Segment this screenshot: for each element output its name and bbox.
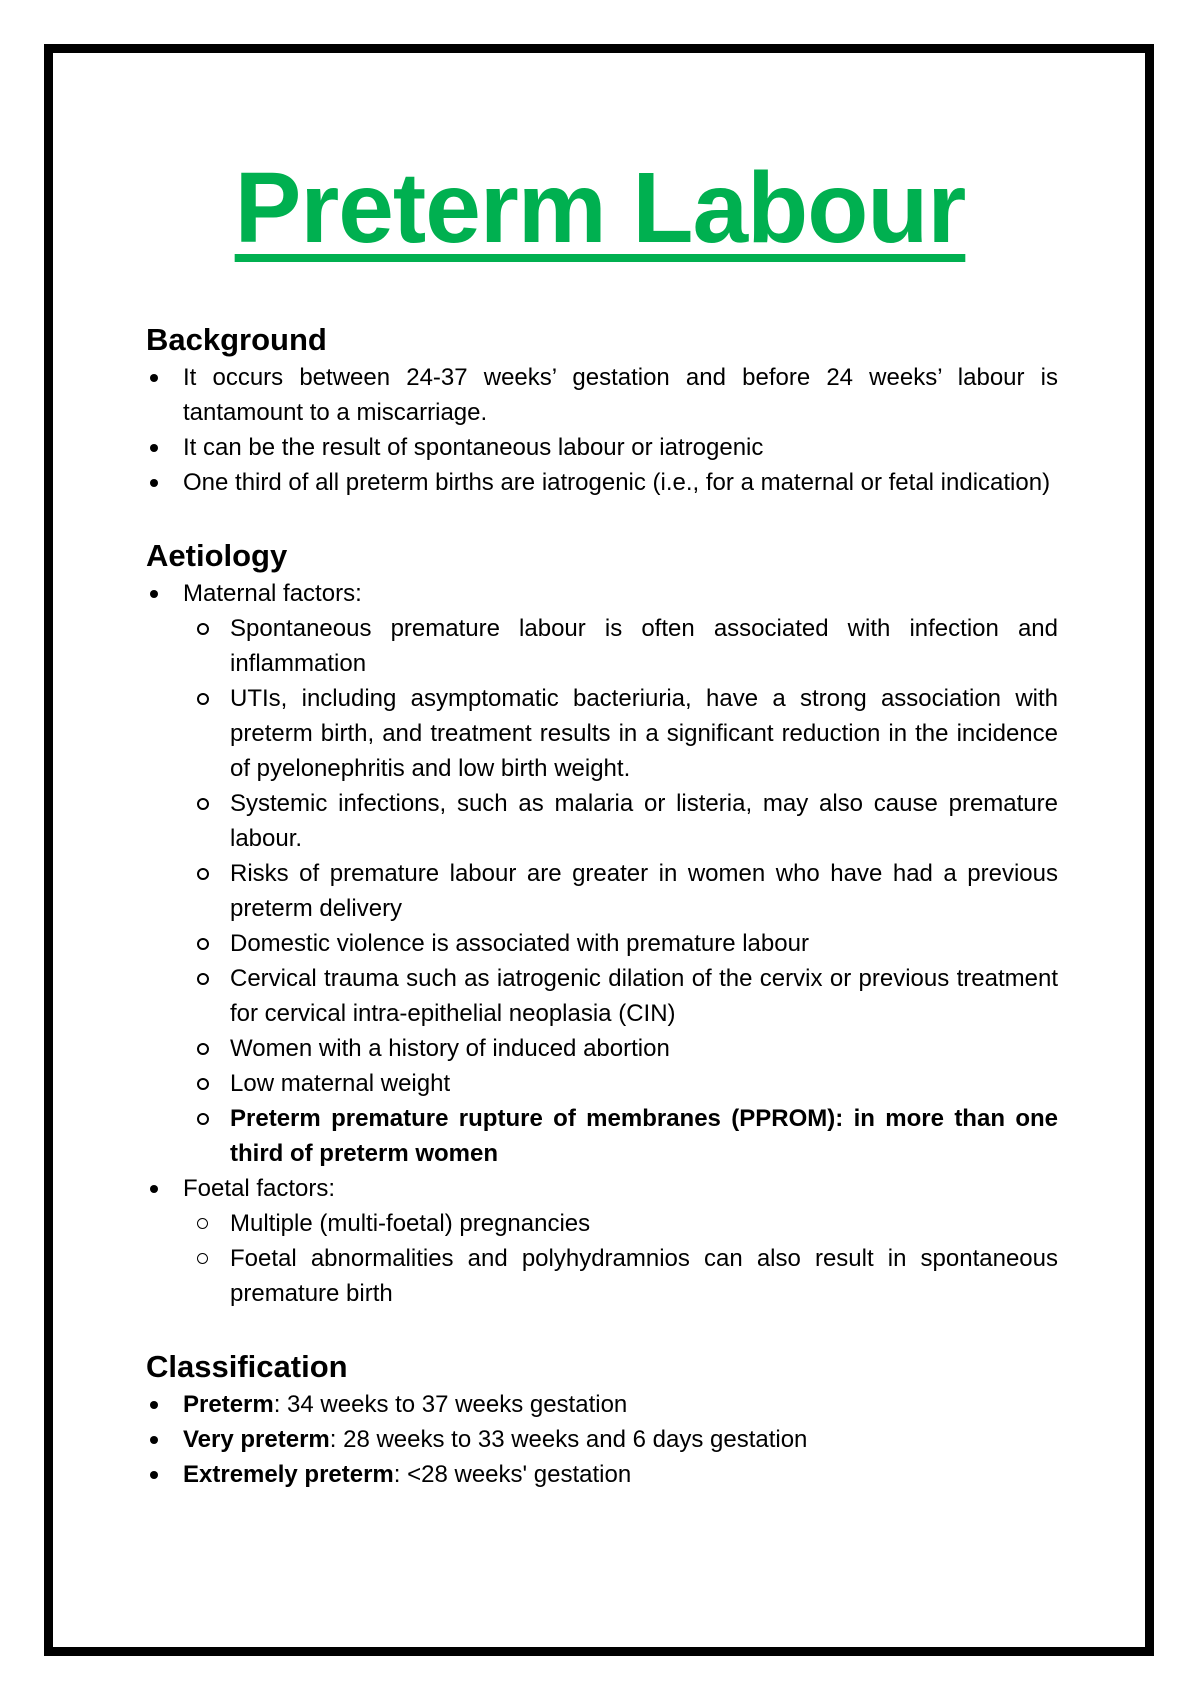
list-item: Preterm premature rupture of membranes (PPROM): in more than one third of preterm women xyxy=(196,1101,1058,1171)
list-item: One third of all preterm births are iatrogenic (i.e., for a maternal or fetal indication) xyxy=(146,465,1058,500)
list-item xyxy=(146,1422,1058,1457)
classification-term: Extremely preterm xyxy=(183,1461,394,1488)
list-item: Low maternal weight xyxy=(196,1066,1058,1101)
list-item: Foetal abnormalities and polyhydramnios can also result in spontaneous premature birth xyxy=(196,1241,1058,1311)
list-item: Multiple (multi-foetal) pregnancies xyxy=(196,1206,1058,1241)
maternal-factors-list xyxy=(146,611,1058,1171)
classification-list xyxy=(146,1387,1058,1492)
classification-section xyxy=(146,1347,1058,1492)
list-item: It occurs between 24-37 weeks’ gestation and before 24 weeks’ labour is tantamount to a miscarriage. xyxy=(146,360,1058,430)
aetiology-heading: Aetiology xyxy=(146,538,288,573)
list-item: Systemic infections, such as malaria or listeria, may also cause premature labour. xyxy=(196,786,1058,856)
classification-text: : <28 weeks' gestation xyxy=(393,1461,632,1488)
list-item: It can be the result of spontaneous labour or iatrogenic xyxy=(146,430,1058,465)
aetiology-section xyxy=(146,536,1058,1311)
classification-text: : 28 weeks to 33 weeks and 6 days gestation xyxy=(329,1426,808,1453)
aetiology-list xyxy=(146,576,1058,1311)
list-item: UTIs, including asymptomatic bacteriuria, have a strong association with preterm birth, and treatment results in a significant reduction in the incidence of pyelonephritis and low birth weight. xyxy=(196,681,1058,786)
classification-term: Very preterm xyxy=(183,1426,330,1453)
background-section xyxy=(146,320,1058,500)
list-item: Women with a history of induced abortion xyxy=(196,1031,1058,1066)
background-heading: Background xyxy=(146,322,327,357)
page-title xyxy=(0,152,1200,264)
list-item xyxy=(146,1457,1058,1492)
list-item: Spontaneous premature labour is often associated with infection and inflammation xyxy=(196,611,1058,681)
list-item: Risks of premature labour are greater in women who have had a previous preterm delivery xyxy=(196,856,1058,926)
document-body xyxy=(146,320,1058,1528)
list-item: Cervical trauma such as iatrogenic dilation of the cervix or previous treatment for cervical intra-epithelial neoplasia (CIN) xyxy=(196,961,1058,1031)
page-title-text: Preterm Labour xyxy=(234,152,966,264)
classification-text: : 34 weeks to 37 weeks gestation xyxy=(273,1391,628,1418)
foetal-factors-label: Foetal factors: xyxy=(183,1175,336,1202)
list-item: Domestic violence is associated with premature labour xyxy=(196,926,1058,961)
foetal-factors-list xyxy=(146,1206,1058,1311)
list-item xyxy=(146,1387,1058,1422)
classification-heading: Classification xyxy=(146,1349,348,1384)
background-list xyxy=(146,360,1058,500)
classification-term: Preterm xyxy=(183,1391,274,1418)
foetal-factors-item xyxy=(146,1171,1058,1311)
maternal-factors-item xyxy=(146,576,1058,1171)
maternal-factors-label: Maternal factors: xyxy=(183,580,362,607)
